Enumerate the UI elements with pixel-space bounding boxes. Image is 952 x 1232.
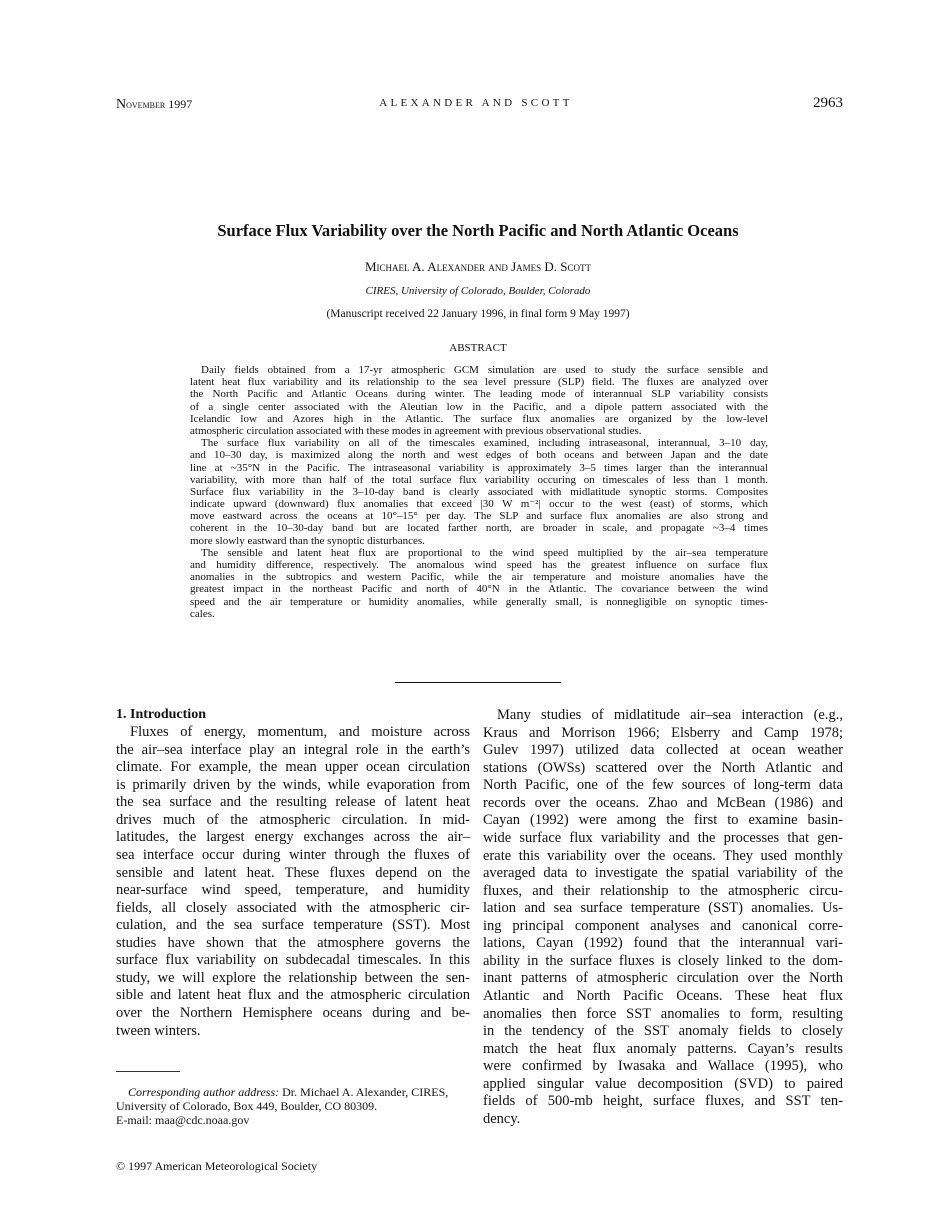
footnote (116, 1085, 448, 1127)
abstract-body (190, 364, 768, 620)
abstract-line: move eastward across the oceans at 10°–15° per day. The SLP and surface flux anomalies are also strong and (190, 510, 768, 523)
body-text-line: fields of 500-mb height, surface fluxes, and SST ten- (483, 1093, 843, 1110)
body-text-line: culation, and the sea surface temperature (SST). Most (116, 917, 470, 934)
running-title: ALEXANDER AND SCOTT (379, 97, 573, 109)
body-text-line: fields, all closely associated with the atmospheric cir- (116, 899, 470, 916)
header-month-initial: N (116, 97, 127, 112)
body-text-line: dency. (483, 1110, 521, 1127)
body-text-line: ability in the surface fluxes is closely linked to the dom- (483, 952, 843, 969)
page-number: 2963 (813, 95, 843, 111)
footnote-line: University of Colorado, Box 449, Boulder, CO 80309. (116, 1099, 378, 1113)
body-text-line: study, we will explore the relationship between the sen- (116, 969, 470, 986)
body-text-line: Atlantic and North Pacific Oceans. These heat flux (483, 988, 843, 1004)
body-text-line: Many studies of midlatitude air–sea interaction (e.g., (497, 707, 843, 723)
body-text-line: stations (OWSs) scattered over the North Atlantic and (483, 759, 843, 776)
header-year: 1997 (168, 97, 193, 111)
body-text-line: in the tendency of the SST anomaly fields to closely (483, 1023, 843, 1040)
body-text-line: over the Northern Hemisphere oceans during and be- (116, 1005, 470, 1021)
body-text-line: Fluxes of energy, momentum, and moisture across (130, 724, 470, 740)
abstract-line: and humidity difference, respectively. The anomalous wind speed has the greatest influence on surface flux (190, 559, 768, 571)
body-text-line: fluxes, and their relationship to the atmospheric circu- (483, 882, 843, 899)
body-text-line: Kraus and Morrison 1966; Elsberry and Camp 1978; (483, 724, 843, 741)
body-text-line: were confirmed by Iwasaka and Wallace (1995), who (483, 1058, 843, 1075)
abstract-line: speed and the air temperature or humidity anomalies, while generally small, is nonnegligible on synoptic times- (190, 595, 768, 608)
copyright: © 1997 American Meteorological Society (116, 1159, 318, 1173)
abstract-line: The sensible and latent heat flux are proportional to the wind speed multiplied by the air–sea temperature (201, 546, 768, 559)
abstract-line: coherent in the 10–30-day band but are located farther north, are broader in scale, and propagate ~3–4 times (190, 522, 768, 535)
abstract-line: Surface flux variability in the 3–10-day band is clearly associated with midlatitude synoptic storms. Composites (190, 485, 768, 498)
body-text-line: sensible and latent heat. These fluxes depend on the (116, 864, 470, 881)
body-text-line: match the heat flux anomaly patterns. Cayan’s results (483, 1040, 843, 1057)
body-text-line: lations, Cayan (1992) found that the interannual vari- (483, 935, 843, 952)
abstract-line: Icelandic low and Azores high in the Atlantic. The surface flux anomalies are organized by the low-level (190, 412, 768, 425)
body-text-line: studies have shown that the atmosphere governs the (116, 934, 470, 951)
body-text-line: the air–sea interface play an integral role in the earth’s (116, 741, 470, 758)
body-text-line: ing principal component analyses and canonical corre- (483, 917, 843, 934)
abstract-line: the North Pacific and Atlantic Oceans during winter. The leading mode of interannual SLP variability consists (190, 388, 768, 401)
body-text-line: North Pacific, one of the few sources of long-term data (483, 777, 843, 794)
abstract-line: atmospheric circulation associated with these modes in agreement with previous observational studies. (190, 424, 642, 437)
body-text-line: tween winters. (116, 1022, 201, 1039)
header-month-rest: ovember (126, 97, 166, 111)
body-text-line: drives much of the atmospheric circulation. In mid- (116, 811, 470, 828)
footnote-line: Dr. Michael A. Alexander, CIRES, (279, 1085, 449, 1099)
abstract-divider (395, 682, 561, 683)
body-text-line: erate this variability over the oceans. They used monthly (483, 847, 843, 864)
body-text-line: surface flux variability on subdecadal timescales. In this (116, 952, 470, 969)
body-text-line: sea interface occur during winter through the fluxes of (116, 846, 470, 863)
body-text-line: latitudes, the largest energy exchanges across the air– (116, 829, 470, 846)
abstract-line: The surface flux variability on all of the timescales examined, including intraseasonal, interannual, 3–10 day, (201, 437, 768, 450)
body-text-line: is primarily driven by the winds, while evaporation from (116, 776, 470, 793)
body-text-line: climate. For example, the mean upper ocean circulation (116, 759, 470, 776)
abstract-line: latent heat flux variability and its relationship to the sea level pressure (SLP) field. The fluxes are analyzed over (190, 376, 768, 389)
footnote-divider (116, 1071, 180, 1072)
abstract-line: and 10–30 day, is maximized along the north and west edges of both oceans and between Japan and the date (190, 449, 768, 462)
abstract-line: line at ~35°N in the Pacific. The intraseasonal variability is approximately 3–5 times larger than the interannual (190, 461, 768, 474)
footnote-email: E-mail: maa@cdc.noaa.gov (116, 1113, 250, 1127)
affiliation: CIRES, University of Colorado, Boulder, Colorado (365, 285, 591, 297)
body-text-line: applied singular value decomposition (SVD) to paired (483, 1075, 843, 1092)
body-text-line: near-surface wind speed, temperature, and humidity (116, 882, 470, 899)
right-column-body (483, 707, 843, 1129)
authors: Michael A. Alexander and James D. Scott (364, 259, 592, 274)
section-heading: 1. Introduction (116, 707, 206, 722)
abstract-heading: ABSTRACT (449, 342, 507, 354)
body-text-line: records over the oceans. Zhao and McBean (1986) and (483, 794, 843, 811)
abstract-line: cales. (190, 607, 215, 620)
abstract-line: Daily fields obtained from a 17-yr atmospheric GCM simulation are used to study the surface sensible and (201, 364, 768, 376)
body-text-line: lation and sea surface temperature (SST) anomalies. Us- (483, 900, 843, 917)
abstract-line: greatest impact in the northeast Pacific and north of 40°N in the Atlantic. The covariance between the wind (190, 583, 768, 596)
abstract-line: indicate upward (downward) flux anomalies that exceed |30 W m⁻²| occur to the west (east) of storms, which (190, 498, 768, 511)
body-text-line: anomalies then force SST anomalies to form, resulting (483, 1005, 843, 1022)
body-text-line: averaged data to investigate the spatial variability of the (483, 865, 843, 882)
manuscript-dates: (Manuscript received 22 January 1996, in final form 9 May 1997) (326, 308, 630, 320)
body-text-line: inant patterns of atmospheric circulation over the North (483, 970, 843, 987)
abstract-line: more slowly eastward than the synoptic disturbances. (190, 534, 425, 547)
abstract-line: of a single center associated with the Aleutian low in the Pacific, and a dipole pattern associated with the (190, 400, 768, 413)
footnote-label: Corresponding author address: (128, 1085, 280, 1099)
paper-title: Surface Flux Variability over the North Pacific and North Atlantic Oceans (217, 221, 739, 240)
body-text-line: Gulev 1997) utilized data collected at ocean weather (483, 742, 843, 759)
body-text-line: Cayan (1992) were among the first to examine basin- (483, 812, 843, 829)
left-column-body (116, 724, 470, 1040)
body-text-line: the sea surface and the resulting release of latent heat (116, 794, 470, 811)
body-text-line: wide surface flux variability and the processes that gen- (483, 829, 843, 846)
body-text-line: sible and latent heat flux and the atmospheric circulation (116, 987, 470, 1004)
abstract-line: anomalies in the subtropics and western Pacific, while the air temperature and moisture anomalies have the (190, 571, 768, 584)
abstract-line: variability, with more than half of the total surface flux variability occuring on timescales of less than 1 month. (190, 473, 768, 486)
